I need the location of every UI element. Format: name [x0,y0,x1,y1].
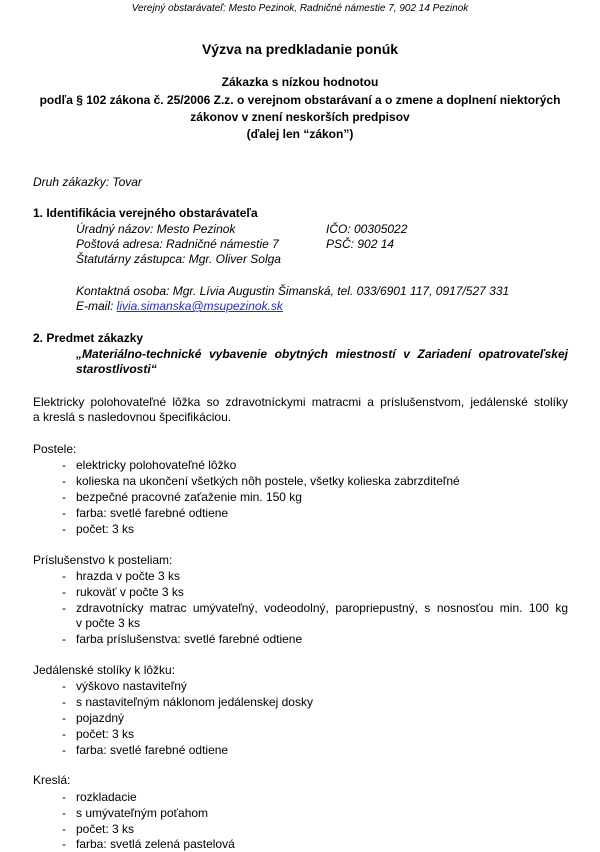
document-header: Verejný obstarávateľ: Mesto Pezinok, Radničné námestie 7, 902 14 Pezinok [131,3,469,14]
list-bullet: - [62,585,66,599]
subject-title-line-1: „Materiálno-technické vybavenie obytných miestností v Zariadení opatrovateľskej [76,347,568,361]
list-item: bezpečné pracovné zaťaženie min. 150 kg [76,490,302,504]
chairs-label: Kreslá: [33,773,71,787]
list-bullet: - [62,601,66,615]
list-bullet: - [62,632,66,646]
list-item: výškovo nastaviteľný [76,679,187,693]
subtitle-line-1: Zákazka s nízkou hodnotou [221,75,379,89]
postal-address: Poštová adresa: Radničné námestie 7 [76,237,279,251]
beds-label: Postele: [33,442,77,456]
subtitle-line-2: podľa § 102 zákona č. 25/2006 Z.z. o verejnom obstarávaní a o zmene a doplnení niektorých [39,93,561,107]
list-item: pojazdný [76,711,125,725]
list-bullet: - [62,506,66,520]
list-item: zdravotnícky matrac umývateľný, vodeodolný, paropriepustný, s nosnosťou min. 100 kg [76,601,568,615]
official-name: Úradný názov: Mesto Pezinok [76,222,236,236]
list-bullet: - [62,711,66,725]
list-item: počet: 3 ks [76,727,135,741]
intro-line-1: Elektricky polohovateľné lôžka so zdravotníckymi matracmi a príslušenstvom, jedálenské stolíky [33,395,568,409]
list-bullet: - [62,695,66,709]
intro-line-2: a kreslá s nasledovnou špecifikáciou. [33,410,232,424]
accessories-label: Príslušenstvo k posteliam: [33,553,173,567]
email-link[interactable]: livia.simanska@msupezinok.sk [116,299,283,313]
list-bullet: - [62,522,66,536]
list-item: s umývateľným poťahom [76,806,209,820]
list-item: farba: svetlé farebné odtiene [76,743,229,757]
list-item: farba príslušenstva: svetlé farebné odtiene [76,632,303,646]
list-item: kolieska na ukončení všetkých nôh postele, všetky kolieska zabrzditeľné [76,474,460,488]
list-item: farba: svetlé farebné odtiene [76,506,229,520]
list-bullet: - [62,679,66,693]
list-item: rozkladacie [76,790,137,804]
list-bullet: - [62,474,66,488]
subject-title-line-2: starostlivosti“ [76,362,157,376]
list-bullet: - [62,490,66,504]
email-line [76,299,283,314]
section-2-heading: 2. Predmet zákazky [33,331,144,345]
section-1-heading: 1. Identifikácia verejného obstarávateľa [33,206,258,220]
list-bullet: - [62,727,66,741]
list-bullet: - [62,569,66,583]
list-bullet: - [62,837,66,851]
email-label: E-mail: [76,299,117,313]
list-bullet: - [62,458,66,472]
list-bullet: - [62,806,66,820]
list-item-continuation: v počte 3 ks [76,616,141,630]
ico-number: IČO: 00305022 [326,222,408,236]
tables-label: Jedálenské stolíky k lôžku: [33,663,176,677]
list-bullet: - [62,822,66,836]
document-title: Výzva na predkladanie ponúk [201,41,399,57]
contact-person: Kontaktná osoba: Mgr. Lívia Augustin Šimanská, tel. 033/6901 117, 0917/527 331 [76,284,510,298]
subtitle-line-3: zákonov v znení neskorších predpisov [190,110,410,124]
list-item: počet: 3 ks [76,522,135,536]
list-bullet: - [62,790,66,804]
statutory-representative: Štatutárny zástupca: Mgr. Oliver Solga [76,252,281,266]
list-item: rukoväť v počte 3 ks [76,585,184,599]
list-item: s nastaviteľným náklonom jedálenskej dosky [76,695,313,709]
list-bullet: - [62,743,66,757]
list-item: počet: 3 ks [76,822,135,836]
contract-type: Druh zákazky: Tovar [33,175,142,189]
list-item: hrazda v počte 3 ks [76,569,181,583]
list-item: elektricky polohovateľné lôžko [76,458,237,472]
subtitle-line-4: (ďalej len “zákon”) [246,127,354,141]
list-item: farba: svetlá zelená pastelová [76,837,235,851]
postal-code: PSČ: 902 14 [326,237,395,251]
